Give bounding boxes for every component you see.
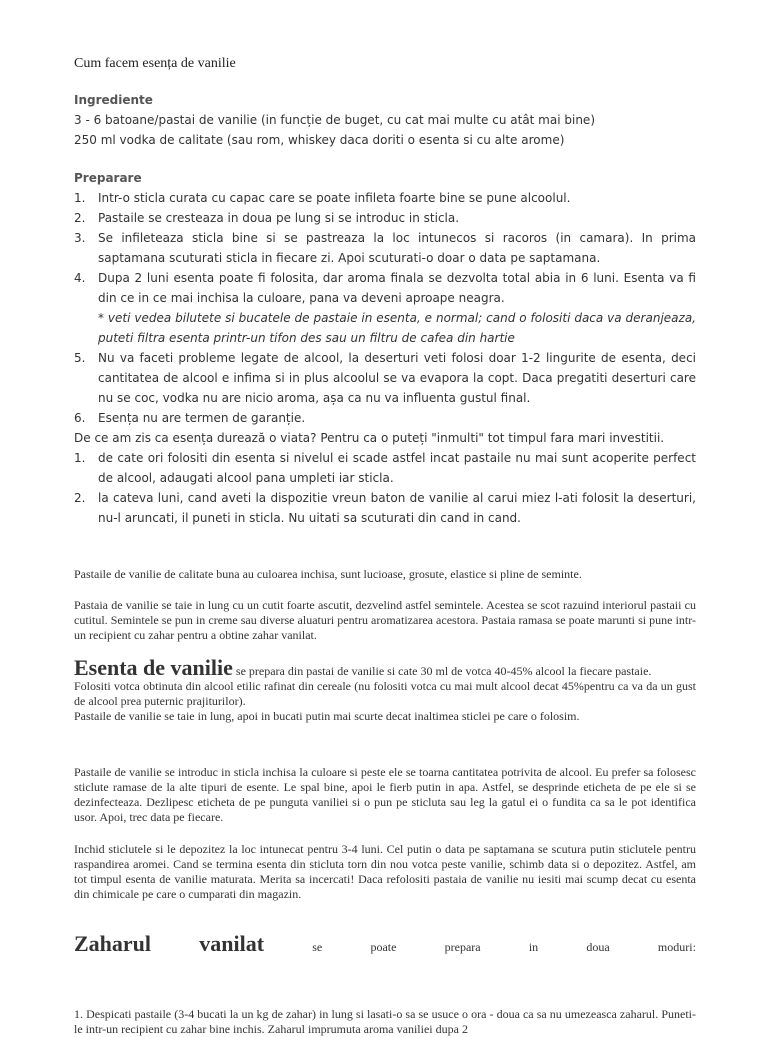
list-number: 4. xyxy=(74,271,86,285)
zahar-heading-word: vanilat xyxy=(199,931,265,956)
paragraph: Pastaile de vanilie se introduc in sticla inchisa la culoare si peste ele se toarna cantitatea potrivita de alcool. Eu prefer sa folosesc sticlute ramase de la alte tipuri de esente. Le spal bine, apoi le fierb putin in apa. Astfel, se desprinde eticheta de pe ele si se dezinfecteaza. Dezlipesc eticheta de pe punguta vaniliei si o pun pe sticluta sau leg la gatul ei o fundita ca sa le pot identifica usor. Apoi, trec data pe fiecare. xyxy=(74,765,696,824)
list-text: Esența nu are termen de garanție. xyxy=(98,411,306,425)
list-text: Intr-o sticla curata cu capac care se poate infileta foarte bine se pune alcoolul. xyxy=(98,191,571,205)
zahar-heading-word: Zaharul xyxy=(74,931,152,956)
paragraph: 1. Despicati pastaile (3-4 bucati la un kg de zahar) in lung si lasati-o sa se usuce o ora - doua ca sa nu umezeasca zaharul. Puneti-le intr-un recipient cu zahar bine inchis. Zaharul imprumuta aroma vaniliei dupa 2 xyxy=(74,1007,696,1036)
list-number: 6. xyxy=(74,411,86,425)
question-text: De ce am zis ca esența durează o viata? Pentru ca o puteți "inmulti" tot timpul fara mari investitii. xyxy=(74,431,665,445)
page-title: Cum facem esența de vanilie xyxy=(74,56,236,71)
list-number: 2. xyxy=(74,211,86,225)
list-text: de cate ori folositi din esenta si nivelul ei scade astfel incat pastaile nu mai sunt acoperite perfect de alcool, adaugati alcool pana umpleti iar sticla. xyxy=(98,451,696,485)
esenta-heading: Esenta de vanilie xyxy=(74,655,233,680)
list-item xyxy=(74,448,696,488)
list-item xyxy=(74,228,696,268)
zahar-word: moduri: xyxy=(657,940,696,954)
preparation-heading: Preparare xyxy=(74,171,142,185)
ingredients-heading: Ingrediente xyxy=(74,93,153,107)
list-text: la cateva luni, cand aveti la dispozitie vreun baton de vanilie al carui miez l-ati folosit la deserturi, nu-l aruncati, il puneti in sticla. Nu uitati sa scuturati din cand in cand. xyxy=(98,491,696,525)
list-item xyxy=(74,268,696,348)
paragraph: Pastaia de vanilie se taie in lung cu un cutit foarte ascutit, dezvelind astfel semintele. Acestea se scot razuind interiorul pastaii cu cutitul. Semintele se pun in creme sau diverse aluaturi pentru aromatizarea acestora. Pastaia ramasa se poate marunti si pune intr-un recipient cu zahar pentru a obtine zahar vanilat. xyxy=(74,598,696,642)
zahar-word: se xyxy=(312,940,323,954)
list-number: 5. xyxy=(74,351,86,365)
list-note: * veti vedea bilutete si bucatele de pastaie in esenta, e normal; cand o folositi daca va deranjeaza, puteti filtra esenta printr-un tifon des sau un filtru de cafea din hartie xyxy=(98,311,696,345)
esenta-section xyxy=(74,655,696,724)
list-number: 3. xyxy=(74,231,86,245)
paragraph: Inchid sticlutele si le depozitez la loc intunecat pentru 3-4 luni. Cel putin o data pe saptamana se scutura putin sticlutele pentru raspandirea aromei. Cand se termina esenta din sticluta torn din nou votca peste vanilie, schimb data si o depozitez. Astfel, am tot timpul esenta de vanilie maturata. Merita sa incercati! Daca refolositi pastaia de vanilie nu iesiti mai scump decat cu esenta din chimicale pe care o cumparati din magazin. xyxy=(74,842,696,901)
list-item xyxy=(74,348,696,408)
ingredients-section xyxy=(74,90,696,150)
list-item xyxy=(74,408,696,428)
list-number: 2. xyxy=(74,491,86,505)
zahar-heading-row xyxy=(74,931,696,956)
zahar-word: prepara xyxy=(444,940,481,954)
list-item xyxy=(74,188,696,208)
preparation-section xyxy=(74,168,696,528)
list-item xyxy=(74,208,696,228)
list-text: Nu va faceti probleme legate de alcool, la deserturi veti folosi doar 1-2 lingurite de esenta, deci cantitatea de alcool e infima si in plus alcoolul se va evapora la copt. Daca pregatiti deserturi care nu se coc, vodka nu are nicio aroma, așa ca nu va influenta gustul final. xyxy=(98,351,696,405)
list-text: Pastaile se cresteaza in doua pe lung si se introduc in sticla. xyxy=(98,211,460,225)
list-text: Se infileteaza sticla bine si se pastreaza la loc intunecos si racoros (in camara). In prima saptamana scuturati sticla in fiecare zi. Apoi scuturati-o doar o data pe saptamana. xyxy=(98,231,696,265)
esenta-intro: se prepara din pastai de vanilie si cate 30 ml de votca 40-45% alcool la fiecare pastaie. xyxy=(232,664,652,678)
list-text: Dupa 2 luni esenta poate fi folosita, dar aroma finala se dezvolta total abia in 6 luni. Esenta va fi din ce in ce mai inchisa la culoare, pana va deveni aproape neagra. xyxy=(98,271,696,305)
list-number: 1. xyxy=(74,191,86,205)
zahar-word: doua xyxy=(586,940,610,954)
ingredient-line: 3 - 6 batoane/pastai de vanilie (in funcție de buget, cu cat mai multe cu atât mai bine) xyxy=(74,113,595,127)
zahar-word: in xyxy=(528,940,539,954)
paragraph: Pastaile de vanilie de calitate buna au culoarea inchisa, sunt lucioase, grosute, elastice si pline de seminte. xyxy=(74,567,582,581)
esenta-line: Folositi votca obtinuta din alcool etilic rafinat din cereale (nu folositi votca cu mai mult alcool decat 45%pentru ca va da un gust de alcool prea puternic prajiturilor). xyxy=(74,679,696,708)
list-number: 1. xyxy=(74,451,86,465)
list-item xyxy=(74,488,696,528)
zahar-word: poate xyxy=(370,940,397,954)
esenta-line: Pastaile de vanilie se taie in lung, apoi in bucati putin mai scurte decat inaltimea sticlei pe care o folosim. xyxy=(74,709,580,723)
ingredient-line: 250 ml vodka de calitate (sau rom, whiskey daca doriti o esenta si cu alte arome) xyxy=(74,133,565,147)
